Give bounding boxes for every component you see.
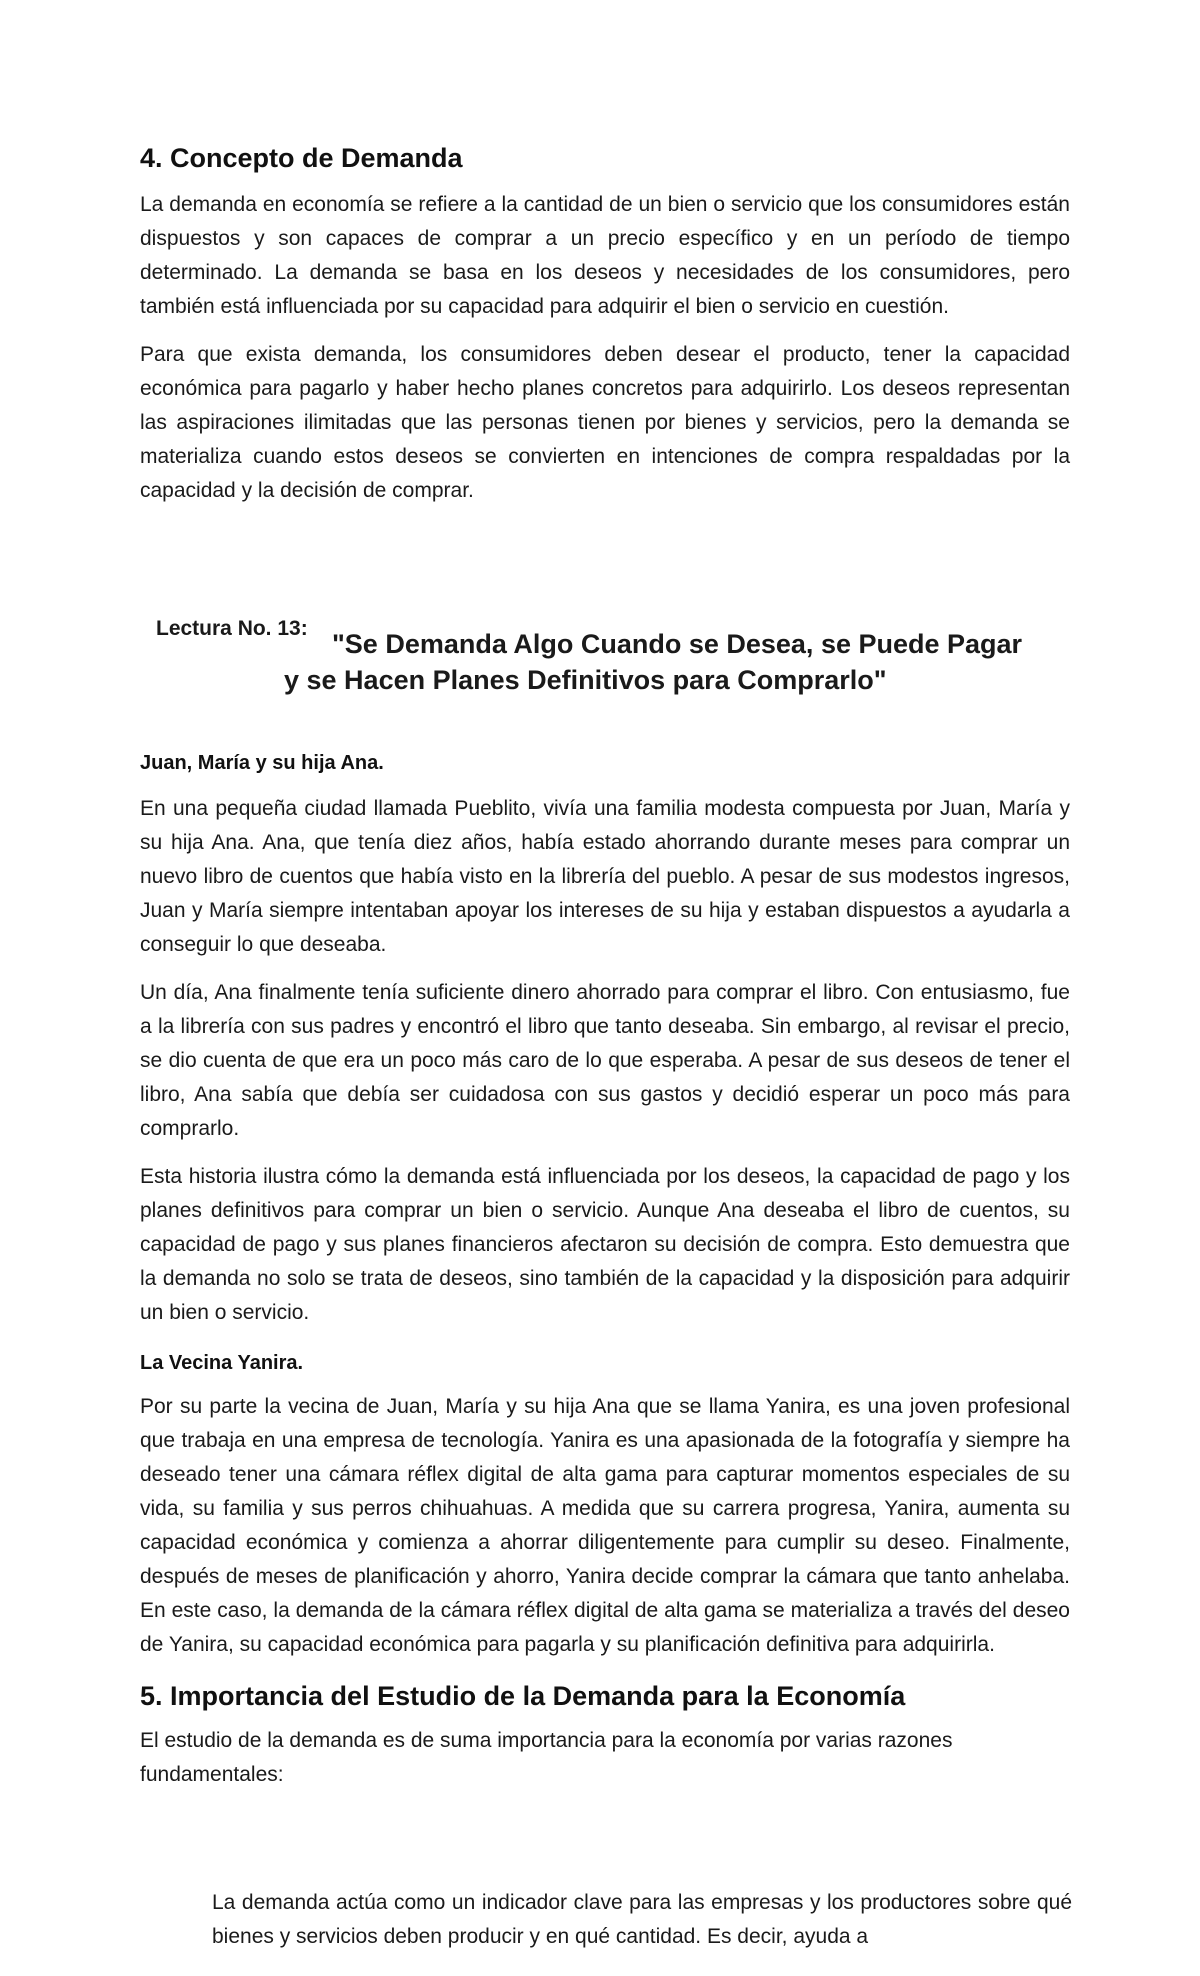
section-5-intro: El estudio de la demanda es de suma importancia para la economía por varias razones fundamentales: <box>140 1729 953 1786</box>
section-4-paragraph-1: La demanda en economía se refiere a la cantidad de un bien o servicio que los consumidores están dispuestos y son capaces de comprar a un precio específico y en un período de tiempo determinado. La demanda se basa en los deseos y necesidades de los consumidores, pero también está influenciada por su capacidad para adquirir el bien o servicio en cuestión. <box>140 193 1070 318</box>
section-4-paragraph-2: Para que exista demanda, los consumidores deben desear el producto, tener la capacidad económica para pagarlo y haber hecho planes concretos para adquirirlo. Los deseos representan las aspiraciones ilimitadas que las personas tienen por bienes y servicios, pero la demanda se materializa cuando estos deseos se convierten en intenciones de compra respaldadas por la capacidad y la decisión de comprar. <box>140 343 1070 502</box>
story-2-paragraph-1: Por su parte la vecina de Juan, María y su hija Ana que se llama Yanira, es una joven profesional que trabaja en una empresa de tecnología. Yanira es una apasionada de la fotografía y siempre ha deseado tener una cámara réflex digital de alta gama para capturar momentos especiales de su vida, su familia y sus perros chihuahuas. A medida que su carrera progresa, Yanira, aumenta su capacidad económica y comienza a ahorrar diligentemente para cumplir su deseo. Finalmente, después de meses de planificación y ahorro, Yanira decide comprar la cámara que tanto anhelaba. En este caso, la demanda de la cámara réflex digital de alta gama se materializa a través del deseo de Yanira, su capacidad económica para pagarla y su planificación definitiva para adquirirla. <box>140 1395 1070 1656</box>
lectura-title-line-1: "Se Demanda Algo Cuando se Desea, se Puede Pagar <box>332 629 1023 659</box>
section-4-heading: 4. Concepto de Demanda <box>140 143 463 173</box>
story-2-subtitle: La Vecina Yanira. <box>140 1352 304 1374</box>
section-5-heading: 5. Importancia del Estudio de la Demanda para la Economía <box>140 1681 906 1711</box>
section-5-list-item-1 <box>212 1886 1072 1954</box>
story-juan-maria-ana <box>140 748 1070 1792</box>
section-5-item-1-text: La demanda actúa como un indicador clave para las empresas y los productores sobre qué bienes y servicios deben producir y en qué cantidad. Es decir, ayuda a <box>212 1891 1072 1948</box>
story-1-subtitle: Juan, María y su hija Ana. <box>140 752 384 774</box>
lectura-title-line-2: y se Hacen Planes Definitivos para Comprarlo" <box>284 665 887 695</box>
lectura-label: Lectura No. 13: <box>156 617 308 640</box>
story-1-paragraph-2: Un día, Ana finalmente tenía suficiente dinero ahorrado para comprar el libro. Con entusiasmo, fue a la librería con sus padres y encontró el libro que tanto deseaba. Sin embargo, al revisar el precio, se dio cuenta de que era un poco más caro de lo que esperaba. A pesar de sus deseos de tener el libro, Ana sabía que debía ser cuidadosa con sus gastos y decidió esperar un poco más para comprarlo. <box>140 981 1070 1140</box>
story-1-paragraph-3: Esta historia ilustra cómo la demanda está influenciada por los deseos, la capacidad de pago y los planes definitivos para comprar un bien o servicio. Aunque Ana deseaba el libro de cuentos, su capacidad de pago y sus planes financieros afectaron su decisión de compra. Esto demuestra que la demanda no solo se trata de deseos, sino también de la capacidad y la disposición para adquirir un bien o servicio. <box>140 1165 1070 1324</box>
section-4 <box>140 140 1070 508</box>
lectura-title <box>270 626 1070 698</box>
story-1-paragraph-1: En una pequeña ciudad llamada Pueblito, vivía una familia modesta compuesta por Juan, María y su hija Ana. Ana, que tenía diez años, había estado ahorrando durante meses para comprar un nuevo libro de cuentos que había visto en la librería del pueblo. A pesar de sus modestos ingresos, Juan y María siempre intentaban apoyar los intereses de su hija y estaban dispuestos a ayudarla a conseguir lo que deseaba. <box>140 797 1070 956</box>
